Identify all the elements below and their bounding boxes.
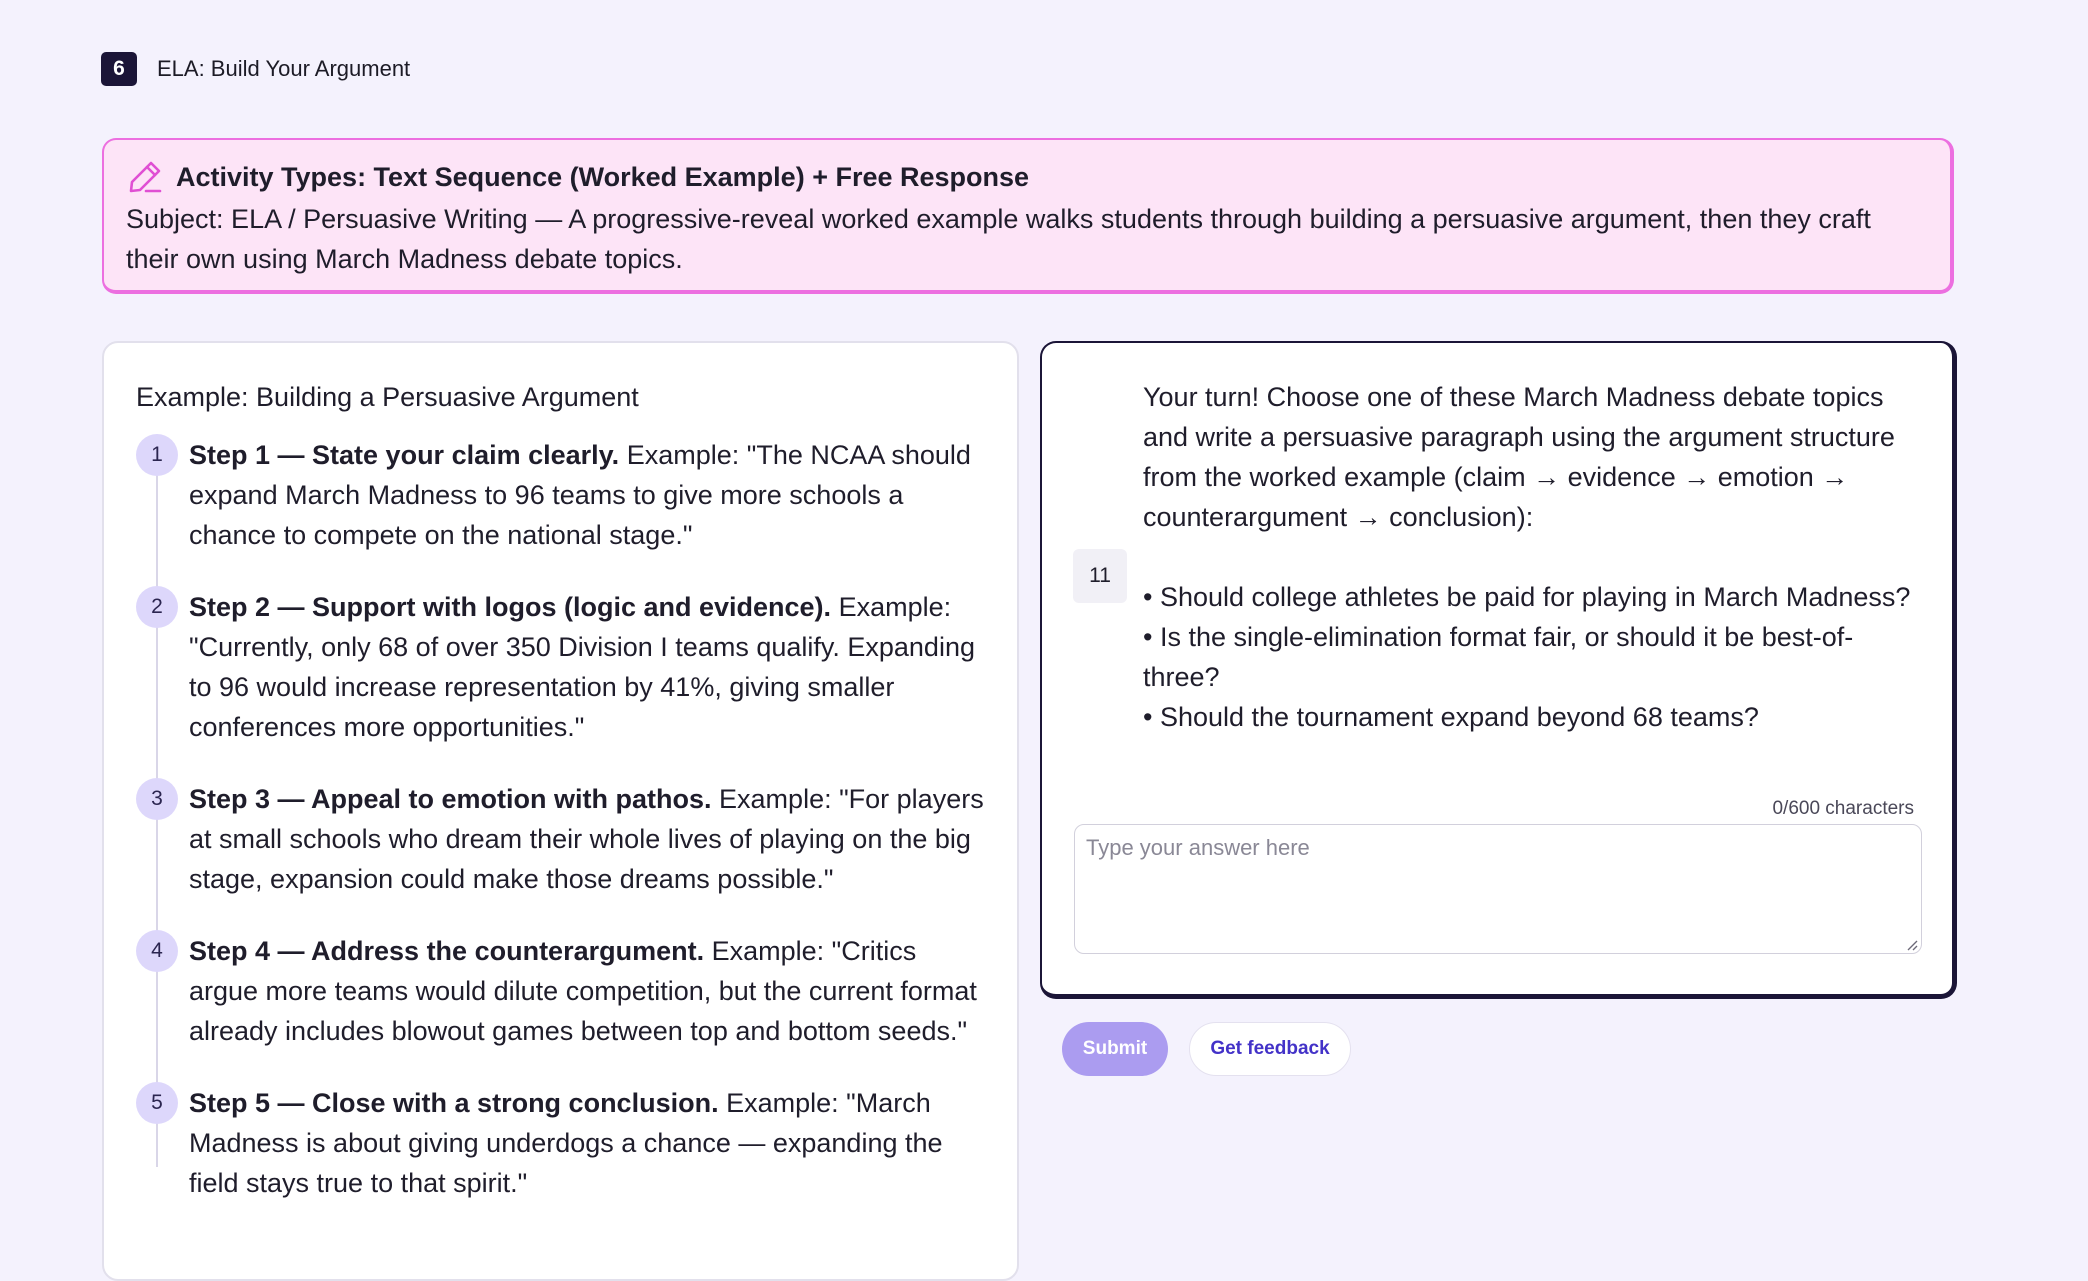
answer-textarea[interactable] bbox=[1074, 824, 1922, 954]
free-response-card bbox=[1040, 341, 1957, 999]
step-number: 3 bbox=[136, 778, 178, 820]
debate-topic: • Should college athletes be paid for playing in March Madness? bbox=[1143, 582, 1911, 612]
activity-types-banner bbox=[102, 138, 1954, 294]
step-item bbox=[136, 1083, 987, 1203]
step-text bbox=[189, 587, 987, 747]
banner-description: Subject: ELA / Persuasive Writing — A progressive-reveal worked example walks students through building a persuasive argument, then they craft their own using March Madness debate topics. bbox=[126, 204, 1871, 274]
step-text bbox=[189, 435, 987, 555]
step-list bbox=[136, 435, 987, 1203]
question-prompt bbox=[1143, 377, 1923, 737]
step-body: Example: "Currently, only 68 of over 350 Division I teams qualify. Expanding to 96 would increase representation by 41%, giving smaller conferences more opportunities." bbox=[189, 592, 975, 742]
worked-example-title: Example: Building a Persuasive Argument bbox=[136, 382, 639, 412]
step-body: Example: "The NCAA should expand March Madness to 96 teams to give more schools a chance to compete on the national stage." bbox=[189, 440, 971, 550]
debate-topic: • Is the single-elimination format fair, or should it be best-of-three? bbox=[1143, 622, 1854, 692]
worked-example-card bbox=[102, 341, 1019, 1281]
step-number: 4 bbox=[136, 930, 178, 972]
step-number: 1 bbox=[136, 434, 178, 476]
step-heading: Step 1 — State your claim clearly. bbox=[189, 440, 620, 470]
character-counter: 0/600 characters bbox=[1772, 798, 1914, 819]
step-number: 2 bbox=[136, 586, 178, 628]
pencil-icon bbox=[126, 158, 164, 196]
step-item bbox=[136, 435, 987, 555]
activity-title: ELA: Build Your Argument bbox=[157, 56, 411, 81]
step-heading: Step 4 — Address the counterargument. bbox=[189, 936, 705, 966]
step-heading: Step 2 — Support with logos (logic and evidence). bbox=[189, 592, 832, 622]
step-item bbox=[136, 931, 987, 1051]
action-buttons bbox=[1062, 1022, 1351, 1076]
resize-handle-icon[interactable] bbox=[1906, 938, 1918, 950]
prompt-text: Your turn! Choose one of these March Madness debate topics and write a persuasive paragraph using the argument structure from the worked example (claim → evidence → emotion → counterargument → conclusion): bbox=[1143, 382, 1895, 532]
get-feedback-button[interactable]: Get feedback bbox=[1189, 1022, 1351, 1076]
step-heading: Step 3 — Appeal to emotion with pathos. bbox=[189, 784, 712, 814]
step-body: Example: "For players at small schools who dream their whole lives of playing on the big stage, expansion could make those dreams possible." bbox=[189, 784, 984, 894]
activity-header bbox=[101, 52, 410, 86]
activity-number-badge: 6 bbox=[101, 52, 137, 86]
step-body: Example: "March Madness is about giving underdogs a chance — expanding the field stays true to that spirit." bbox=[189, 1088, 943, 1198]
step-text bbox=[189, 1083, 987, 1203]
step-item bbox=[136, 779, 987, 899]
step-body: Example: "Critics argue more teams would dilute competition, but the current format already includes blowout games between top and bottom seeds." bbox=[189, 936, 977, 1046]
submit-button[interactable]: Submit bbox=[1062, 1022, 1168, 1076]
debate-topic: • Should the tournament expand beyond 68 teams? bbox=[1143, 702, 1759, 732]
banner-title: Activity Types: Text Sequence (Worked Example) + Free Response bbox=[176, 161, 1030, 192]
step-text bbox=[189, 931, 987, 1051]
step-heading: Step 5 — Close with a strong conclusion. bbox=[189, 1088, 719, 1118]
step-text bbox=[189, 779, 987, 899]
step-number: 5 bbox=[136, 1082, 178, 1124]
question-number: 11 bbox=[1073, 549, 1127, 603]
step-item bbox=[136, 587, 987, 747]
